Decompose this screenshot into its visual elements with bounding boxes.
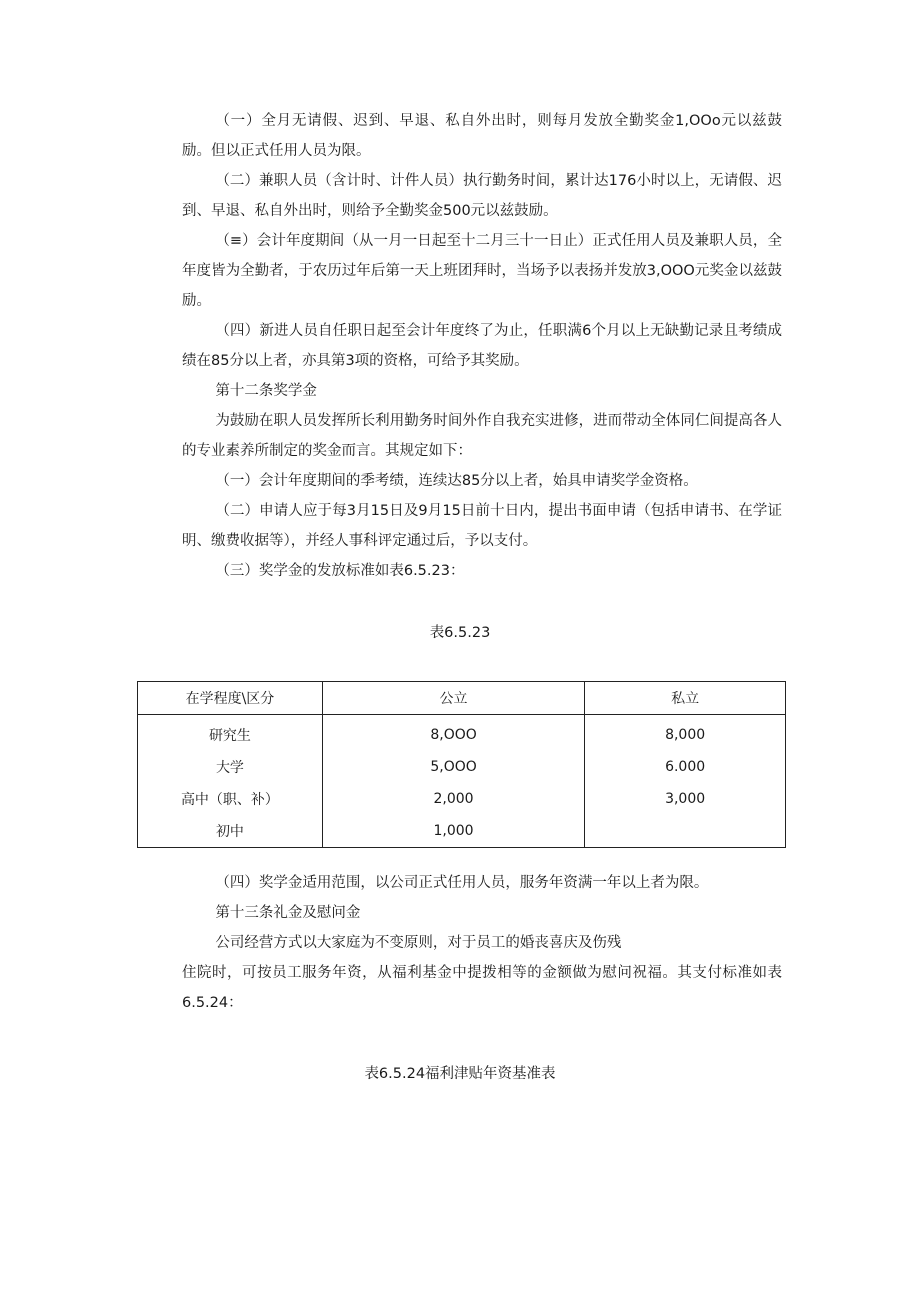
paragraph-scholarship-intro: 为鼓励在职人员发挥所长利用勤务时间外作自我充实进修，进而带动全体同仁间提高各人的专业素养所制定的奖金而言。其规定如下： <box>182 413 782 459</box>
header-education-level: 在学程度\区分 <box>138 682 323 715</box>
table-cell-private: 8,000 <box>585 715 786 752</box>
paragraph-new-staff: （四）新进人员自任职日起至会计年度终了为止，任职满6个月以上无缺勤记录且考绩成绩在85分以上者，亦具第3项的资格，可给予其奖励。 <box>182 323 782 369</box>
table-cell-level: 初中 <box>138 815 323 848</box>
article-13-heading: 第十三条礼金及慰问金 <box>215 905 361 921</box>
scholarship-table <box>137 681 786 848</box>
header-public: 公立 <box>322 682 584 715</box>
table-cell-public: 8,OOO <box>322 715 584 752</box>
table-cell-level: 高中（职、补） <box>138 783 323 815</box>
top-text-block <box>182 106 782 586</box>
table-cell-private: 3,000 <box>585 783 786 815</box>
paragraph-full-attendance: （一）全月无请假、迟到、早退、私自外出时，则每月发放全勤奖金1,OOo元以兹鼓励。但以正式任用人员为限。 <box>182 113 782 159</box>
table-cell-public: 2,000 <box>322 783 584 815</box>
table-cell-level: 研究生 <box>138 715 323 752</box>
final-table-caption: 表6.5.24福利津贴年资基准表 <box>364 1066 556 1082</box>
table-row <box>138 715 786 752</box>
paragraph-gift-intro: 公司经营方式以大家庭为不变原则，对于员工的婚丧喜庆及伤残 <box>215 935 622 951</box>
article-12-heading: 第十二条奖学金 <box>215 383 317 399</box>
paragraph-scholarship-eligibility: （一）会计年度期间的季考绩，连续达85分以上者，始具申请奖学金资格。 <box>215 473 698 489</box>
table-cell-public: 1,000 <box>322 815 584 848</box>
table-cell-private <box>585 815 786 848</box>
table-cell-private: 6.000 <box>585 751 786 783</box>
table-row <box>138 815 786 848</box>
paragraph-part-time-attendance: （二）兼职人员（含计时、计件人员）执行勤务时间，累计达176小时以上，无请假、迟到、早退、私自外出时，则给予全勤奖金500元以兹鼓励。 <box>182 173 782 219</box>
paragraph-scholarship-standard: （三）奖学金的发放标准如表6.5.23： <box>215 563 465 579</box>
header-private: 私立 <box>585 682 786 715</box>
table-header-row <box>138 682 786 715</box>
bottom-text-block <box>182 868 782 1018</box>
paragraph-annual-attendance: （≡）会计年度期间（从一月一日起至十二月三十一日止）正式任用人员及兼职人员，全年度皆为全勤者，于农历过年后第一天上班团拜时，当场予以表扬并发放3,OOO元奖金以兹鼓励。 <box>182 233 782 309</box>
paragraph-scholarship-application: （二）申请人应于每3月15日及9月15日前十日内，提出书面申请（包括申请书、在学证明、缴费收据等），并经人事科评定通过后，予以支付。 <box>182 503 782 549</box>
table-row <box>138 783 786 815</box>
table-cell-public: 5,OOO <box>322 751 584 783</box>
table-row <box>138 751 786 783</box>
table-caption: 表6.5.23 <box>429 625 491 641</box>
paragraph-scholarship-scope: （四）奖学金适用范围，以公司正式任用人员，服务年资满一年以上者为限。 <box>215 875 709 891</box>
paragraph-gift-standard: 住院时，可按员工服务年资，从福利基金中提拨相等的金额做为慰问祝福。其支付标准如表6.5.24： <box>182 965 782 1011</box>
table-cell-level: 大学 <box>138 751 323 783</box>
